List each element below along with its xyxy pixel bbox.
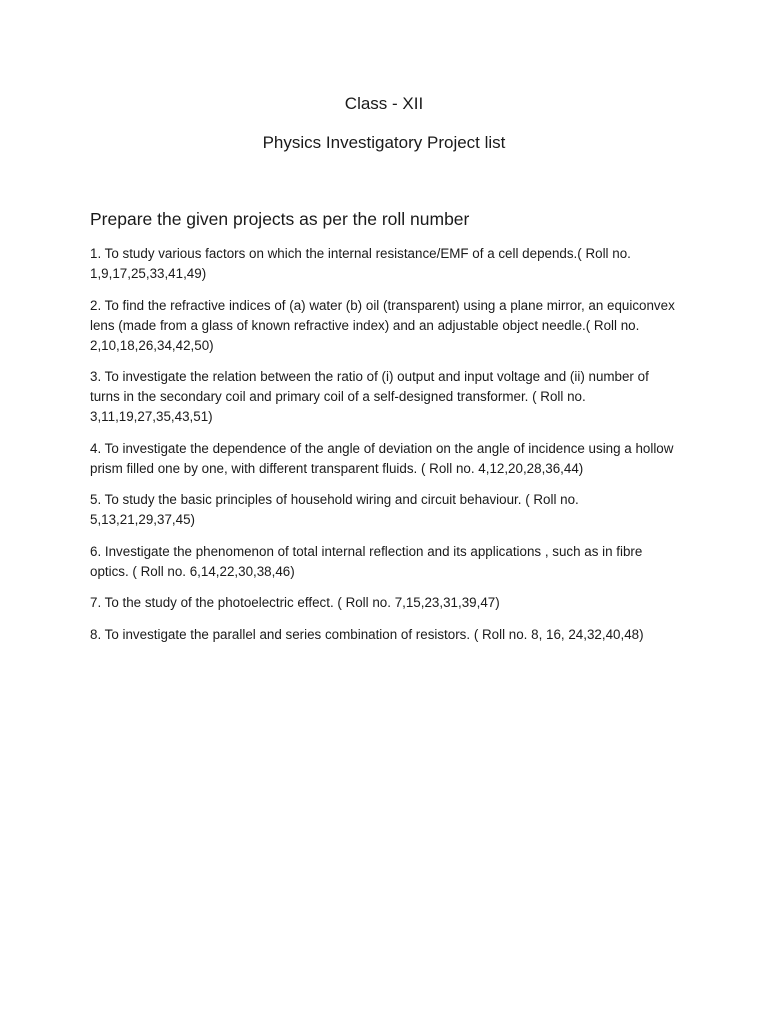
project-item-2: 2. To find the refractive indices of (a) water (b) oil (transparent) using a plane mirror, an equiconvex lens (made from a glass of known refractive index) and an adjustable object needle.( Roll no. 2,10,18,26,34,42,50)	[90, 297, 675, 353]
project-item-5: 5. To study the basic principles of household wiring and circuit behaviour. ( Roll no. 5,13,21,29,37,45)	[90, 492, 579, 527]
project-item-6: 6. Investigate the phenomenon of total internal reflection and its applications , such as in fibre optics. ( Roll no. 6,14,22,30,38,46)	[90, 543, 643, 579]
class-title: Class - XII	[344, 94, 424, 113]
project-item-1: 1. To study various factors on which the internal resistance/EMF of a cell depends.( Roll no. 1,9,17,25,33,41,49)	[90, 246, 631, 281]
project-item-7: 7. To the study of the photoelectric effect. ( Roll no. 7,15,23,31,39,47)	[90, 595, 500, 610]
project-item-8: 8. To investigate the parallel and series combination of resistors. ( Roll no. 8, 16, 24,32,40,48)	[90, 626, 644, 642]
project-item-3: 3. To investigate the relation between the ratio of (i) output and input voltage and (ii) number of turns in the secondary coil and primary coil of a self-designed transformer. ( Roll no. 3,11,19,27,35,43,51)	[90, 369, 649, 424]
project-list	[90, 244, 680, 656]
document-title: Physics Investigatory Project list	[262, 133, 506, 152]
section-heading: Prepare the given projects as per the roll number	[90, 209, 470, 229]
project-item-4: 4. To investigate the dependence of the angle of deviation on the angle of incidence using a hollow prism filled one by one, with different transparent fluids. ( Roll no. 4,12,20,28,36,44)	[90, 440, 674, 476]
